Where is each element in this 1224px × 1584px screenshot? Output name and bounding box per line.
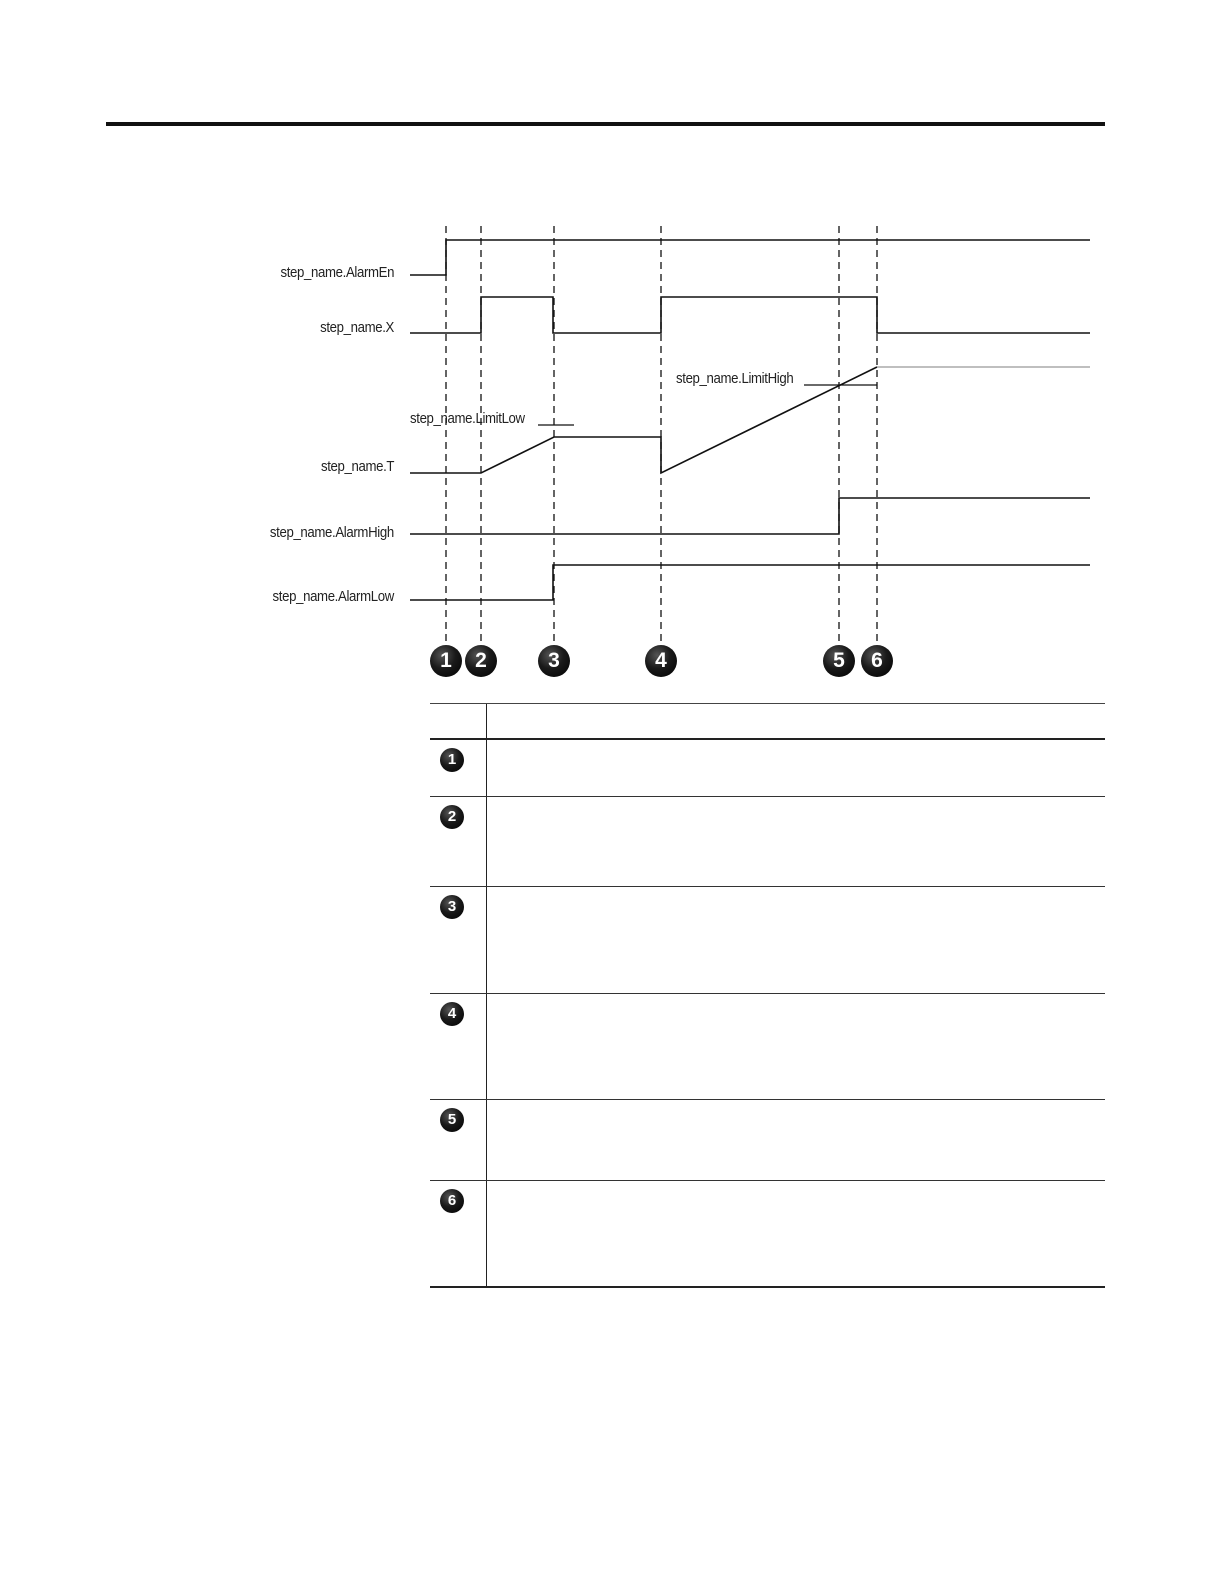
column-divider (486, 704, 487, 738)
marker-badge-1: 1 (430, 645, 462, 677)
marker-badge-2: 2 (465, 645, 497, 677)
signal-label-alarm-low: step_name.AlarmLow (272, 588, 394, 605)
legend-row-6 (430, 1181, 1105, 1288)
column-divider (486, 1100, 487, 1180)
row-marker-4: 4 (440, 1002, 464, 1026)
row-marker-2: 2 (440, 805, 464, 829)
legend-row-2 (430, 797, 1105, 887)
legend-header (430, 703, 1105, 740)
marker-badge-6: 6 (861, 645, 893, 677)
signal-label-alarm-en: step_name.AlarmEn (280, 264, 394, 281)
legend-row-3 (430, 887, 1105, 994)
signal-label-alarm-high: step_name.AlarmHigh (270, 524, 394, 541)
column-divider (486, 994, 487, 1099)
legend-row-5 (430, 1100, 1105, 1181)
row-marker-3: 3 (440, 895, 464, 919)
timing-diagram (0, 0, 1224, 700)
column-divider (486, 740, 487, 796)
column-divider (486, 887, 487, 993)
limit-high-label: step_name.LimitHigh (676, 370, 794, 387)
legend-row-1 (430, 740, 1105, 797)
limit-low-label: step_name.LimitLow (410, 410, 525, 427)
column-divider (486, 1181, 487, 1286)
marker-badge-5: 5 (823, 645, 855, 677)
row-marker-6: 6 (440, 1189, 464, 1213)
waveform-alarm-en (410, 240, 1090, 275)
waveform-x (410, 297, 1090, 333)
row-marker-5: 5 (440, 1108, 464, 1132)
legend-row-4 (430, 994, 1105, 1100)
signal-label-t: step_name.T (320, 458, 394, 475)
marker-badge-4: 4 (645, 645, 677, 677)
marker-badge-3: 3 (538, 645, 570, 677)
row-marker-1: 1 (440, 748, 464, 772)
waveform-alarm-low (410, 565, 1090, 600)
legend-table (430, 703, 1105, 1288)
waveform-alarm-high (410, 498, 1090, 534)
signal-label-x: step_name.X (320, 319, 394, 336)
column-divider (486, 797, 487, 886)
